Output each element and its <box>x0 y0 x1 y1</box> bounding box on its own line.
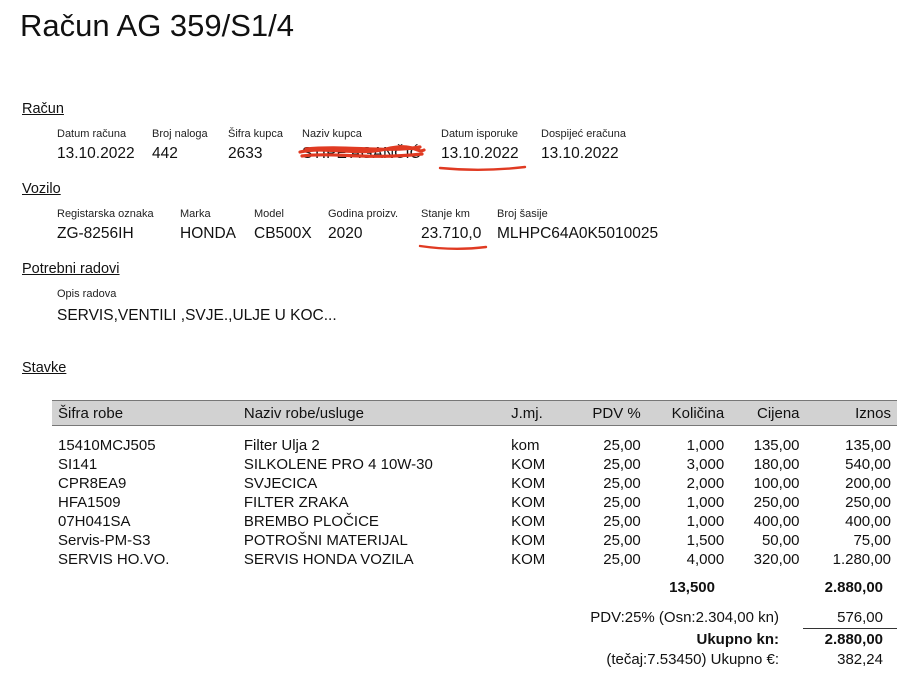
label-marka: Marka <box>180 208 211 220</box>
cell-pdv: 25,00 <box>603 436 641 454</box>
cell-sifra: 15410MCJ505 <box>58 436 156 454</box>
cell-naziv: Filter Ulja 2 <box>243 436 320 454</box>
cell-pdv: 25,00 <box>603 512 641 530</box>
cell-kolicina: 1,000 <box>686 436 725 454</box>
cell-sifra: SERVIS HO.VO. <box>58 550 170 568</box>
cell-jmj: KOM <box>511 455 546 473</box>
label-model: Model <box>254 208 284 220</box>
cell-sifra: 07H041SA <box>58 512 131 530</box>
table-row <box>52 493 897 512</box>
value-broj-naloga: 442 <box>152 145 178 162</box>
label-sifra-kupca: Šifra kupca <box>228 128 284 140</box>
cell-kolicina: 1,000 <box>686 512 725 530</box>
label-naziv-kupca: Naziv kupca <box>302 128 362 140</box>
header-cijena: Cijena <box>730 401 805 426</box>
table-row <box>52 512 897 531</box>
underline-datum-isporuke <box>438 163 528 173</box>
cell-naziv: SVJECICA <box>243 474 318 492</box>
cell-cijena: 100,00 <box>753 474 800 492</box>
cell-cijena: 180,00 <box>753 455 800 473</box>
cell-naziv: BREMBO PLOČICE <box>243 512 379 530</box>
table-header-row <box>52 401 897 426</box>
pdv-label: PDV:25% (Osn:2.304,00 kn) <box>590 609 779 626</box>
header-sifra-robe: Šifra robe <box>52 401 238 426</box>
header-iznos: Iznos <box>806 401 897 426</box>
items-table <box>52 400 897 569</box>
cell-kolicina: 3,000 <box>686 455 725 473</box>
value-sifra-kupca: 2633 <box>228 145 263 162</box>
sum-iznos: 2.880,00 <box>824 579 883 596</box>
cell-pdv: 25,00 <box>603 474 641 492</box>
cell-jmj: KOM <box>511 474 546 492</box>
value-model: CB500X <box>254 225 312 242</box>
table-row <box>52 550 897 569</box>
header-pdv: PDV % <box>561 401 646 426</box>
value-godina: 2020 <box>328 225 363 242</box>
value-registarska-oznaka: ZG-8256IH <box>57 225 134 242</box>
cell-sifra: SI141 <box>58 455 98 473</box>
section-vozilo: Vozilo <box>22 181 61 197</box>
cell-naziv: SERVIS HONDA VOZILA <box>243 550 414 568</box>
label-broj-sasije: Broj šasije <box>497 208 548 220</box>
pdv-value: 576,00 <box>837 609 883 626</box>
redaction-scribble <box>296 140 428 166</box>
section-racun: Račun <box>22 101 64 117</box>
ukupno-kn-label: Ukupno kn: <box>696 631 779 648</box>
cell-naziv: FILTER ZRAKA <box>243 493 349 511</box>
cell-sifra: Servis-PM-S3 <box>58 531 151 549</box>
header-naziv-robe: Naziv robe/usluge <box>238 401 505 426</box>
cell-cijena: 135,00 <box>753 436 800 454</box>
cell-iznos: 135,00 <box>845 436 891 454</box>
table-row <box>52 531 897 550</box>
cell-cijena: 320,00 <box>753 550 800 568</box>
label-dospijece: Dospijeć eračuna <box>541 128 626 140</box>
section-potrebni-radovi: Potrebni radovi <box>22 261 120 277</box>
cell-cijena: 400,00 <box>753 512 800 530</box>
cell-kolicina: 2,000 <box>686 474 725 492</box>
cell-pdv: 25,00 <box>603 531 641 549</box>
ukupno-eur-value: 382,24 <box>837 651 883 668</box>
cell-jmj: KOM <box>511 512 546 530</box>
cell-kolicina: 1,000 <box>686 493 725 511</box>
invoice-title: Račun AG 359/S1/4 <box>20 8 295 43</box>
underline-stanje-km <box>418 242 490 252</box>
value-broj-sasije: MLHPC64A0K5010025 <box>497 225 659 242</box>
value-stanje-km: 23.710,0 <box>421 225 482 242</box>
label-opis-radova: Opis radova <box>57 288 117 300</box>
value-datum-isporuke: 13.10.2022 <box>441 145 519 162</box>
cell-kolicina: 4,000 <box>686 550 725 568</box>
cell-naziv: SILKOLENE PRO 4 10W-30 <box>243 455 433 473</box>
header-jmj: J.mj. <box>505 401 561 426</box>
cell-kolicina: 1,500 <box>686 531 725 549</box>
ukupno-eur-label: (tečaj:7.53450) Ukupno €: <box>606 651 779 668</box>
label-godina: Godina proizv. <box>328 208 399 220</box>
cell-pdv: 25,00 <box>603 493 641 511</box>
label-datum-racuna: Datum računa <box>57 128 127 140</box>
cell-jmj: KOM <box>511 550 546 568</box>
value-datum-racuna: 13.10.2022 <box>57 145 135 162</box>
label-datum-isporuke: Datum isporuke <box>441 128 519 140</box>
header-kolicina: Količina <box>647 401 730 426</box>
cell-iznos: 1.280,00 <box>832 550 891 568</box>
cell-iznos: 200,00 <box>845 474 891 492</box>
cell-iznos: 250,00 <box>845 493 891 511</box>
cell-naziv: POTROŠNI MATERIJAL <box>243 531 408 549</box>
value-naziv-kupca: STIPE AGANČIĆ <box>302 145 421 162</box>
cell-iznos: 75,00 <box>853 531 891 549</box>
cell-jmj: KOM <box>511 493 546 511</box>
cell-jmj: kom <box>511 436 540 454</box>
cell-pdv: 25,00 <box>603 550 641 568</box>
cell-pdv: 25,00 <box>603 455 641 473</box>
cell-cijena: 250,00 <box>753 493 800 511</box>
ukupno-kn-value: 2.880,00 <box>824 631 883 648</box>
cell-iznos: 540,00 <box>845 455 891 473</box>
totals-divider <box>803 628 897 629</box>
table-row <box>52 474 897 493</box>
section-stavke: Stavke <box>22 360 67 376</box>
cell-cijena: 50,00 <box>761 531 800 549</box>
value-marka: HONDA <box>180 225 236 242</box>
cell-sifra: CPR8EA9 <box>58 474 127 492</box>
value-opis-radova: SERVIS,VENTILI ,SVJE.,ULJE U KOC... <box>57 307 337 324</box>
sum-kolicina: 13,500 <box>669 579 715 596</box>
table-row <box>52 455 897 474</box>
label-stanje-km: Stanje km <box>421 208 470 220</box>
value-dospijece: 13.10.2022 <box>541 145 619 162</box>
cell-jmj: KOM <box>511 531 546 549</box>
table-row <box>52 426 897 456</box>
label-broj-naloga: Broj naloga <box>152 128 208 140</box>
cell-sifra: HFA1509 <box>58 493 121 511</box>
cell-iznos: 400,00 <box>845 512 891 530</box>
label-registarska-oznaka: Registarska oznaka <box>57 208 154 220</box>
